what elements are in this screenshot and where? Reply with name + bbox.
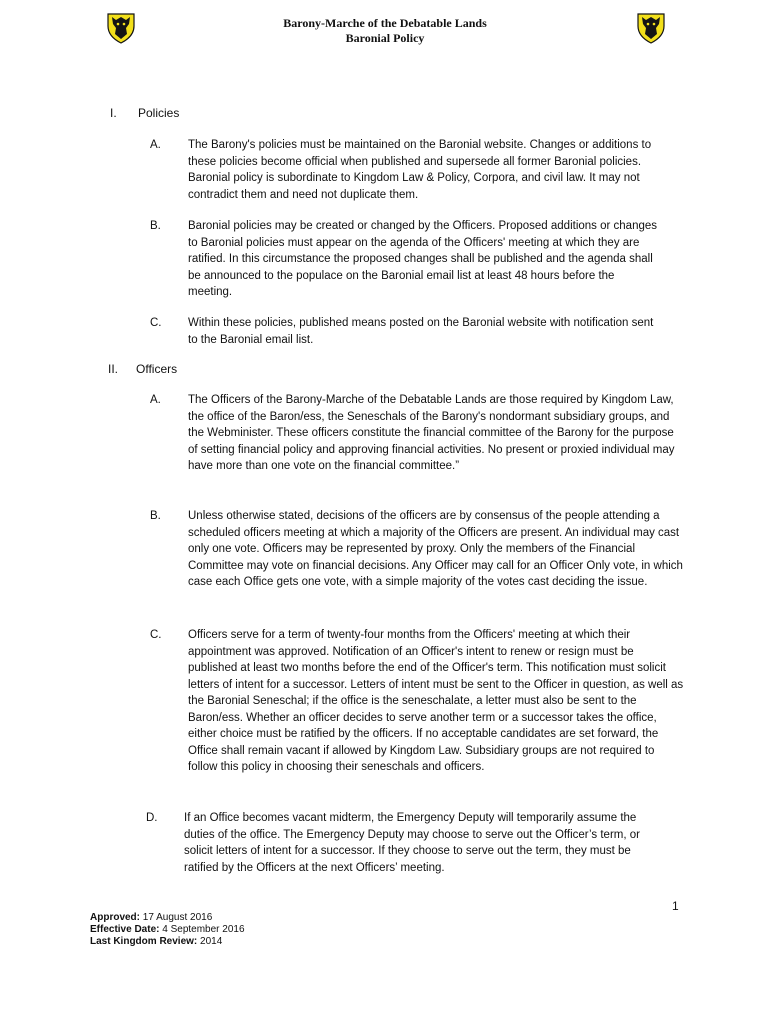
item-label: C.: [150, 317, 162, 329]
item-text: The Officers of the Barony-Marche of the Debatable Lands are those required by Kingdom Law, the office of the Baron/ess, the Seneschals of the Barony's nondormant subsidiary groups, and the Webminister. These officers constitute the financial committee of the Barony for the purpose of setting financial policy and approving financial activities. No present or proxied individual may have more than one vote on the financial committee.”: [188, 394, 675, 472]
approved-value: 17 August 2016: [140, 912, 213, 923]
item-label: B.: [150, 510, 161, 522]
officer-item: [146, 810, 668, 876]
item-text: The Barony's policies must be maintained on the Baronial website. Changes or additions to these policies become official when published and supersede all former Baronial policies. Baronial policy is subordinate to Kingdom Law & Policy, Corpora, and civil law. It may not contradict them and need not duplicate them.: [188, 139, 652, 201]
item-text: Unless otherwise stated, decisions of the officers are by consensus of the people attending a scheduled officers meeting at which a majority of the Officers are present. An individual may cast only one vote. Officers may be represented by proxy. Only the members of the Financial Committee may vote on financial decisions. Any Officer may call for an Officer Only vote, in which case each Office gets one vote, with a simple majority of the votes cast deciding the issue.: [188, 510, 683, 588]
document-title: Barony-Marche of the Debatable Lands: [283, 16, 487, 30]
item-text: Within these policies, published means posted on the Baronial website with notification sent to the Baronial email list.: [188, 317, 654, 346]
section-title: Officers: [136, 362, 178, 376]
item-label: C.: [150, 629, 162, 641]
item-label: B.: [150, 220, 161, 232]
page-number: 1: [672, 899, 679, 913]
document-header: [0, 16, 770, 46]
item-label: A.: [150, 139, 161, 151]
section-numeral: I.: [110, 106, 117, 120]
review-line: [90, 936, 245, 948]
effective-label: Effective Date:: [90, 924, 160, 935]
effective-line: [90, 924, 245, 936]
policy-item: [150, 218, 660, 301]
item-text: If an Office becomes vacant midterm, the Emergency Deputy will temporarily assume the duties of the office. The Emergency Deputy may choose to serve out the Officer’s term, or solicit letters of intent for a successor. If they choose to serve out the term, they must be ratified by the Officers at the next Officers’ meeting.: [184, 812, 640, 874]
document-subtitle: Baronial Policy: [345, 31, 425, 45]
approved-line: [90, 912, 245, 924]
item-text: Baronial policies may be created or changed by the Officers. Proposed additions or changes to Baronial policies must appear on the agenda of the Officers' meeting at which they are ratified. In this circumstance the proposed changes shall be published and the agenda shall be announced to the populace on the Baronial email list at least 48 hours before the meeting.: [188, 220, 658, 298]
item-label: A.: [150, 394, 161, 406]
item-text: Officers serve for a term of twenty-four months from the Officers' meeting at which their appointment was approved. Notification of an Officer's intent to renew or resign must be published at least two months before the end of the Officer's term. This notification must solicit letters of intent for a successor. Letters of intent must be sent to the Officer in question, as well as the Baronial Seneschal; if the office is the seneschalate, a letter must also be sent to the Baron/ess. Whether an officer decides to serve another term or a successor takes the office, either choice must be ratified by the officers. If no acceptable candidates are set forward, the Office shall remain vacant if allowed by Kingdom Law. Subsidiary groups are not required to follow this policy in choosing their seneschals and officers.: [188, 629, 684, 773]
policy-item: [150, 315, 660, 348]
effective-value: 4 September 2016: [159, 924, 245, 935]
policy-item: [150, 137, 660, 203]
officer-item: [150, 508, 686, 591]
section-numeral: II.: [108, 362, 119, 376]
review-value: 2014: [197, 936, 223, 947]
approved-label: Approved:: [90, 912, 140, 923]
item-label: D.: [146, 812, 158, 824]
officer-item: [150, 627, 686, 776]
officer-item: [150, 392, 686, 475]
document-footer: [90, 912, 245, 948]
section-title: Policies: [138, 106, 180, 120]
review-label: Last Kingdom Review:: [90, 936, 198, 947]
